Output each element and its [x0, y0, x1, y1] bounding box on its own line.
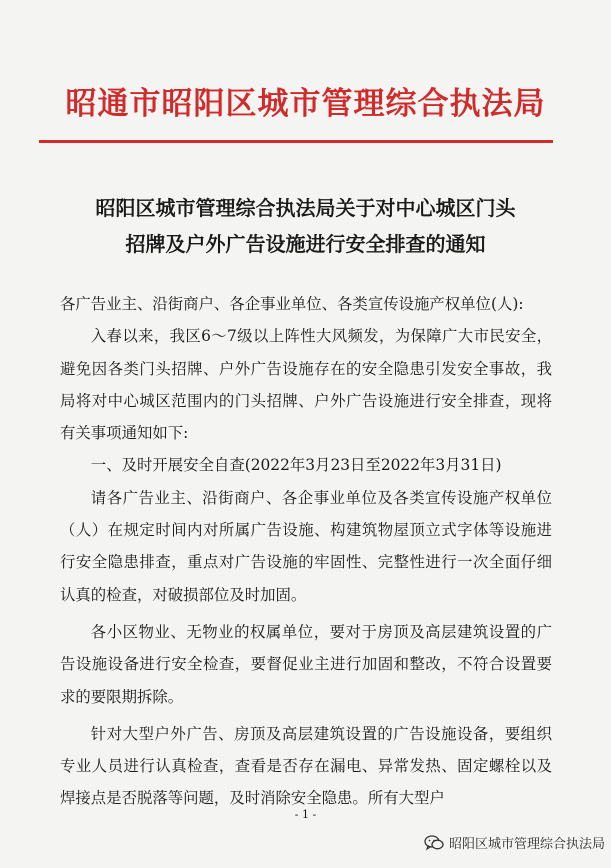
section-heading-1: 一、及时开展安全自查(2022年3月23日至2022年3月31日) — [90, 456, 502, 475]
salutation: 各广告业主、沿街商户、各企事业单位、各类宣传设施产权单位(人): — [60, 295, 524, 313]
document-title — [30, 190, 581, 262]
title-line-2: 招牌及户外广告设施进行安全排查的通知 — [125, 232, 486, 256]
document-body — [60, 288, 552, 815]
paragraph-large-ads: 针对大型户外广告、房顶及高层建筑设置的广告设施设备，要组织专业人员进行认真检查，查看是否存在漏电、异常发热、固定螺栓以及焊接点是否脱落等问题，及时消除安全隐患。所有大型户 — [60, 724, 552, 808]
wechat-icon — [424, 835, 444, 851]
paragraph-intro: 入春以来，我区6～7级以上阵性大风频发，为保障广大市民安全，避免因各类门头招牌、户外广告设施存在的安全隐患引发安全事故，我局将对中心城区范围内的门头招牌、户外广告设施进行安全排查，现将有关事项通知如下: — [60, 327, 552, 443]
page-number: - 1 - — [294, 808, 317, 821]
paragraph-property: 各小区物业、无物业的权属单位，要对于房顶及高层建筑设置的广告设施设备进行安全检查，要督促业主进行加固和整改，不符合设置要求的要限期拆除。 — [60, 622, 552, 706]
title-line-1: 昭阳区城市管理综合执法局关于对中心城区门头 — [95, 196, 516, 220]
org-header: 昭通市昭阳区城市管理综合执法局 — [65, 86, 546, 122]
red-divider — [39, 140, 553, 143]
paragraph-self-check: 请各广告业主、沿街商户、各企事业单位及各类宣传设施产权单位（人）在规定时间内对所属广告设施、构建筑物屋顶立式字体等设施进行安全隐患排查，重点对广告设施的牢固性、完整性进行一次全面仔细认真的检查，对破损部位及时加固。 — [60, 488, 552, 604]
watermark — [424, 833, 605, 852]
watermark-text: 昭阳区城市管理综合执法局 — [448, 837, 605, 852]
